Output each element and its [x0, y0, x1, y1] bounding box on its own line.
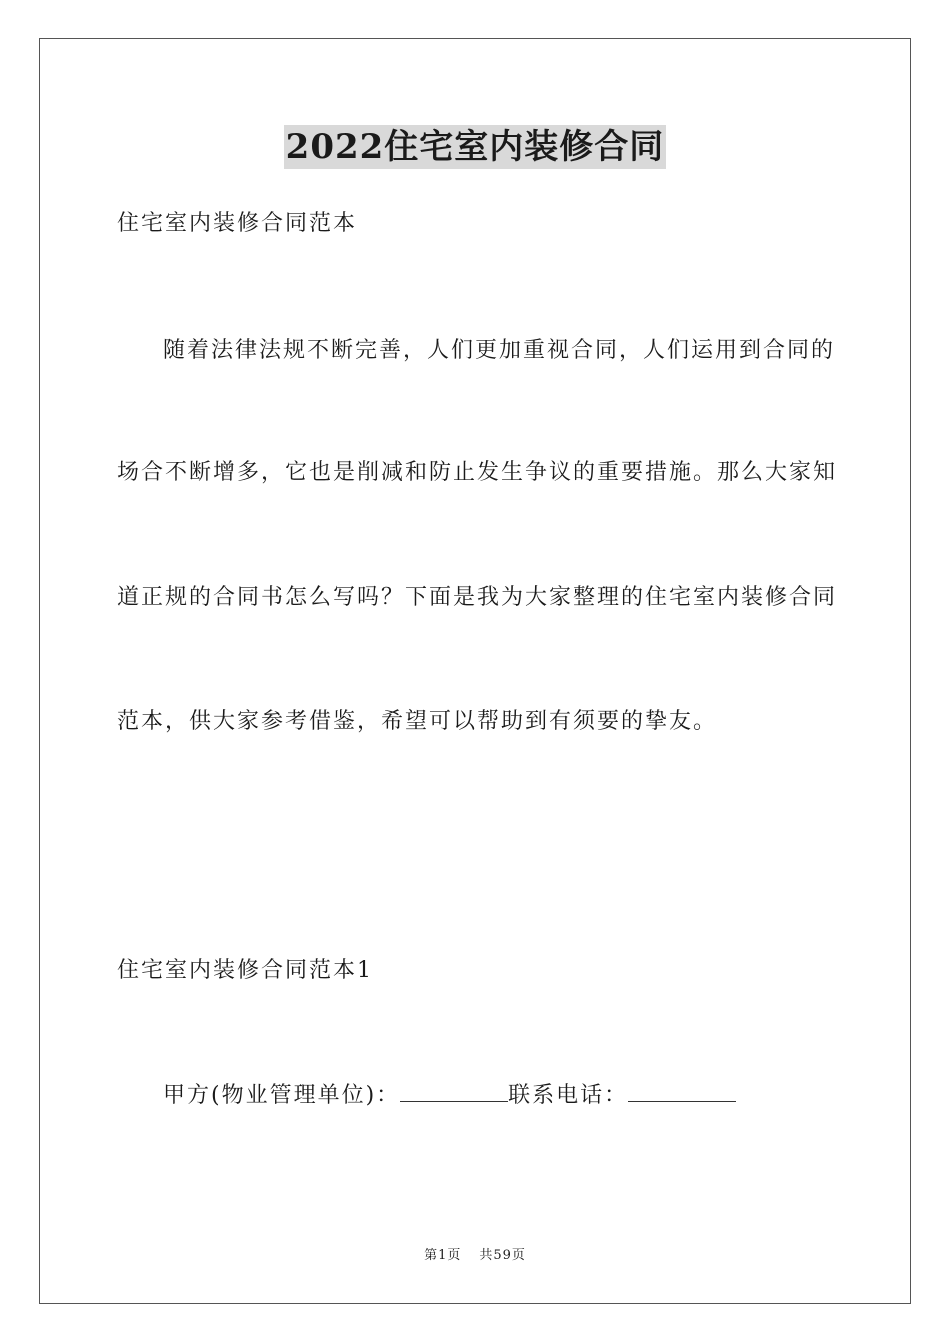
intro-line-4: 范本，供大家参考借鉴，希望可以帮助到有须要的挚友。 [117, 709, 718, 734]
document-subtitle: 住宅室内装修合同范本 [117, 211, 358, 236]
page-footer [0, 1247, 950, 1265]
intro-line-1: 随着法律法规不断完善，人们更加重视合同，人们运用到合同的 [163, 338, 836, 363]
contact-blank[interactable] [628, 1081, 736, 1102]
party-a-row [163, 1081, 736, 1111]
intro-line-2: 场合不断增多，它也是削减和防止发生争议的重要措施。那么大家知 [117, 460, 838, 485]
document-title: 2022住宅室内装修合同 [285, 127, 665, 167]
contact-label: 联系电话： [508, 1083, 629, 1108]
party-a-label: 甲方(物业管理单位)： [163, 1083, 401, 1108]
party-a-blank[interactable] [400, 1081, 508, 1102]
intro-line-3: 道正规的合同书怎么写吗？下面是我为大家整理的住宅室内装修合同 [117, 585, 838, 610]
page-current: 第1页 [424, 1248, 462, 1263]
page-total: 共59页 [479, 1248, 526, 1263]
section-heading: 住宅室内装修合同范本1 [117, 958, 373, 983]
title-container [0, 125, 950, 169]
